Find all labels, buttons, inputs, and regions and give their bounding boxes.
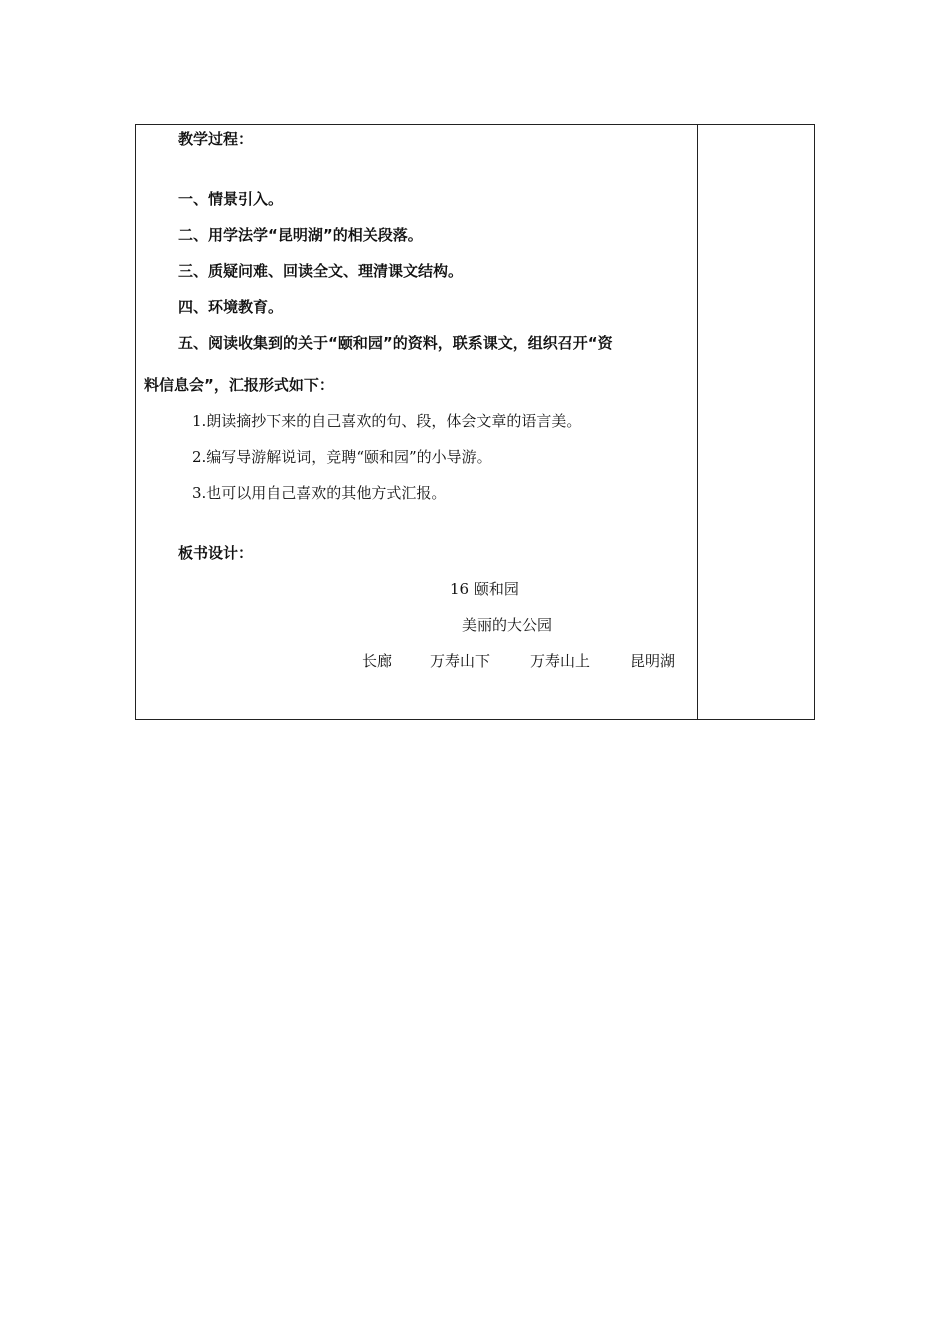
step-4: 四、环境教育。 (178, 298, 284, 316)
board-item-changlang: 长廊 (362, 652, 393, 670)
step-2: 二、用学法学“昆明湖”的相关段落。 (178, 226, 423, 244)
board-item-wanshoushan-above: 万寿山上 (530, 652, 591, 670)
board-subtitle: 美丽的大公园 (462, 616, 553, 634)
board-design-heading: 板书设计： (178, 544, 254, 562)
sub-item-1: 1.朗读摘抄下来的自己喜欢的句、段，体会文章的语言美。 (192, 412, 582, 430)
notes-cell (698, 125, 814, 719)
step-5-continued: 料信息会”，汇报形式如下： (144, 376, 334, 394)
teaching-process-heading: 教学过程： (178, 130, 254, 148)
lesson-plan-table (135, 124, 815, 720)
sub-item-2: 2.编写导游解说词，竞聘“颐和园”的小导游。 (192, 448, 492, 466)
sub-item-3: 3.也可以用自己喜欢的其他方式汇报。 (192, 484, 447, 502)
board-item-wanshoushan-below: 万寿山下 (430, 652, 491, 670)
board-item-kunminghu: 昆明湖 (630, 652, 676, 670)
step-5: 五、阅读收集到的关于“颐和园”的资料，联系课文，组织召开“资 (178, 334, 613, 352)
step-1: 一、情景引入。 (178, 190, 284, 208)
board-title: 16 颐和园 (450, 580, 519, 598)
step-3: 三、质疑问难、回读全文、理清课文结构。 (178, 262, 464, 280)
main-content-cell (136, 125, 698, 719)
